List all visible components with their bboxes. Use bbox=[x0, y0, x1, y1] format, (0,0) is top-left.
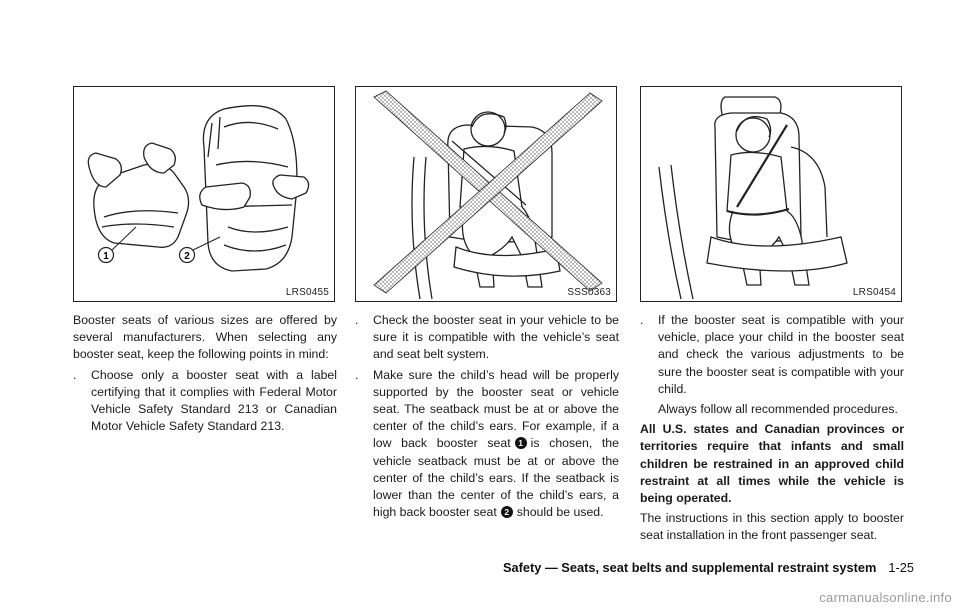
figure-code: SSS0363 bbox=[567, 287, 611, 298]
column-3 bbox=[640, 86, 904, 548]
bullet-text: Check the booster seat in your vehicle to be sure it is compatible with the vehicle’s seat and seat belt system. bbox=[373, 313, 619, 362]
bullet-mark: . bbox=[640, 313, 644, 327]
correct-booster-illustration bbox=[641, 87, 901, 301]
incorrect-booster-illustration bbox=[356, 87, 616, 301]
intro-paragraph: Booster seats of various sizes are offered by several manufacturers. When selecting any booster seat, keep the following points in mind: bbox=[73, 313, 337, 362]
watermark: carmanualsonline.info bbox=[819, 590, 952, 605]
bullet-item bbox=[355, 312, 619, 364]
bullet-text: If the booster seat is compatible with your vehicle, place your child in the booster seat and check the various adjustments to be sure the booster seat is compatible with your child. bbox=[658, 313, 904, 396]
bullet-mark: . bbox=[355, 313, 359, 327]
indented-note: Always follow all recommended procedures. bbox=[658, 402, 898, 417]
bullet-text: should be used. bbox=[516, 505, 604, 520]
svg-text:1: 1 bbox=[103, 251, 109, 262]
figure-code: LRS0454 bbox=[852, 287, 896, 298]
callout-1-icon: 1 bbox=[515, 437, 527, 449]
bullet-mark: . bbox=[73, 367, 77, 382]
column-1 bbox=[73, 86, 337, 438]
figure-incorrect-seatback bbox=[355, 86, 617, 302]
column-2 bbox=[355, 86, 619, 524]
svg-text:2: 2 bbox=[184, 251, 190, 262]
booster-seats-illustration bbox=[74, 87, 334, 301]
figure-booster-seats bbox=[73, 86, 335, 302]
instruction-paragraph: The instructions in this section apply to booster seat installation in the front passenger seat. bbox=[640, 511, 904, 543]
page-footer bbox=[503, 560, 914, 575]
bullet-text: Make sure the child’s head will be properly supported by the booster seat or vehicle seat. The seatback must be at or above the center of the child’s ears. For example, if a low back booster seat bbox=[373, 367, 619, 451]
section-title: Safety — Seats, seat belts and supplemental restraint system bbox=[502, 560, 877, 575]
bullet-text: is chosen, the vehicle seatback must be at or above the center of the child’s ears. If the seatback is lower than the center of the child’s ears, a high back booster seat bbox=[373, 436, 619, 520]
bullet-item bbox=[640, 312, 904, 398]
bullet-item bbox=[355, 367, 619, 522]
bullet-item bbox=[73, 367, 337, 436]
figure-code: LRS0455 bbox=[285, 287, 329, 298]
callout-2-icon: 2 bbox=[501, 506, 513, 518]
bold-warning-paragraph: All U.S. states and Canadian provinces or territories require that infants and small children be restrained in an approved child restraint at all times while the vehicle is being operated. bbox=[640, 422, 904, 506]
bullet-mark: . bbox=[355, 367, 359, 382]
page-number: 1-25 bbox=[888, 560, 914, 575]
bullet-text: Choose only a booster seat with a label certifying that it complies with Federal Motor Vehicle Safety Standard 213 or Canadian Motor Vehicle Safety Standard 213. bbox=[91, 367, 337, 434]
figure-correct-booster bbox=[640, 86, 902, 302]
